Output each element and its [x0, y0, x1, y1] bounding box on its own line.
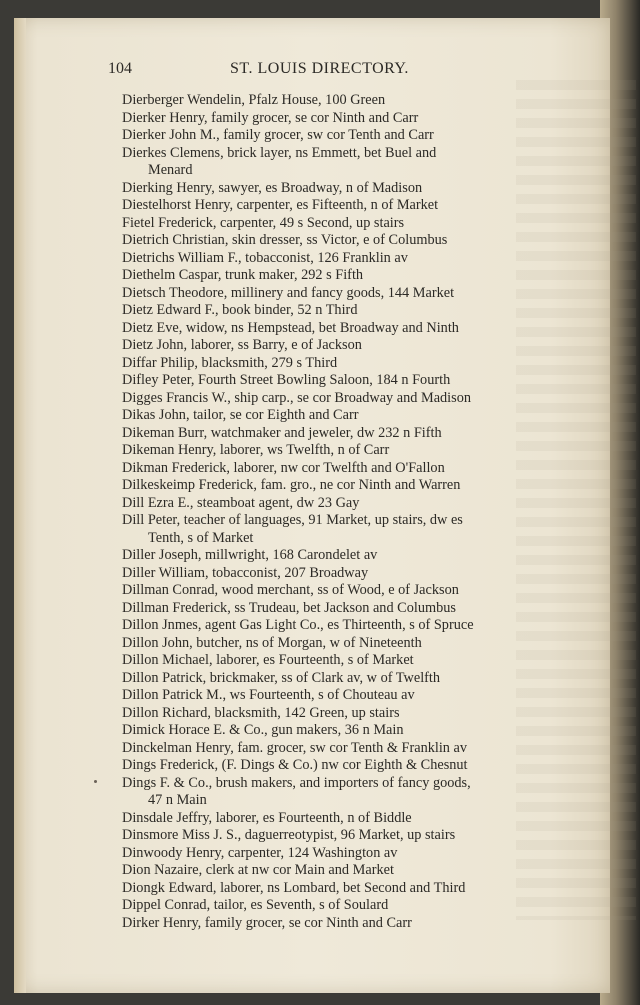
directory-entry: Dierker Henry, family grocer, se cor Ninth and Carr	[122, 109, 419, 126]
directory-entry: Dillon Jnmes, agent Gas Light Co., es Thirteenth, s of Spruce	[122, 617, 474, 633]
page-gutter	[14, 18, 26, 993]
entry-continuation: Menard	[148, 162, 193, 178]
directory-entry: Dinwoody Henry, carpenter, 124 Washington av	[122, 844, 398, 861]
directory-entry: Dillon Patrick, brickmaker, ss of Clark av, w of Twelfth	[122, 669, 441, 686]
directory-entry: Dillman Conrad, wood merchant, ss of Wood, e of Jackson	[122, 582, 459, 598]
directory-entry: Dings Frederick, (F. Dings & Co.) nw cor Eighth & Chesnut	[122, 757, 468, 773]
directory-entry: Dings F. & Co., brush makers, and importers of fancy goods,	[122, 774, 471, 791]
directory-entry: Dillman Frederick, ss Trudeau, bet Jackson and Columbus	[122, 599, 456, 616]
directory-entry: Dikeman Henry, laborer, ws Twelfth, n of Carr	[122, 442, 390, 458]
directory-entries	[122, 92, 562, 932]
directory-entry: Dierberger Wendelin, Pfalz House, 100 Green	[122, 92, 386, 108]
directory-entry: Dirker Henry, family grocer, se cor Ninth and Carr	[122, 914, 412, 931]
directory-entry: Dillon Patrick M., ws Fourteenth, s of Chouteau av	[122, 687, 415, 703]
directory-entry: Diongk Edward, laborer, ns Lombard, bet Second and Third	[122, 879, 466, 896]
directory-entry: Dillon Richard, blacksmith, 142 Green, up stairs	[122, 704, 400, 721]
directory-entry: Dietsch Theodore, millinery and fancy goods, 144 Market	[122, 284, 455, 301]
directory-entry: Dietz Edward F., book binder, 52 n Third	[122, 302, 358, 318]
directory-entry: Difley Peter, Fourth Street Bowling Saloon, 184 n Fourth	[122, 372, 451, 388]
directory-entry: Dinckelman Henry, fam. grocer, sw cor Tenth & Franklin av	[122, 739, 468, 756]
directory-entry: Dierking Henry, sawyer, es Broadway, n of Madison	[122, 179, 423, 196]
page-number: 104	[108, 60, 132, 77]
directory-entry: Dietrichs William F., tobacconist, 126 Franklin av	[122, 249, 408, 266]
directory-entry: Dillon Michael, laborer, es Fourteenth, s of Market	[122, 652, 414, 668]
directory-entry: Dietz Eve, widow, ns Hempstead, bet Broadway and Ninth	[122, 319, 459, 336]
directory-entry: Dimick Horace E. & Co., gun makers, 36 n Main	[122, 722, 404, 738]
directory-entry: Dierkes Clemens, brick layer, ns Emmett, bet Buel and	[122, 144, 437, 161]
directory-entry: Diller Joseph, millwright, 168 Carondelet av	[122, 547, 378, 563]
directory-entry: Dierker John M., family grocer, sw cor Tenth and Carr	[122, 127, 434, 143]
directory-entry: Dill Peter, teacher of languages, 91 Market, up stairs, dw es	[122, 512, 463, 528]
directory-entry: Dion Nazaire, clerk at nw cor Main and Market	[122, 862, 394, 878]
directory-entry: Dietz John, laborer, ss Barry, e of Jackson	[122, 337, 362, 353]
directory-entry: Dikman Frederick, laborer, nw cor Twelfth and O'Fallon	[122, 459, 445, 476]
directory-entry: Diffar Philip, blacksmith, 279 s Third	[122, 354, 338, 371]
directory-entry: Dippel Conrad, tailor, es Seventh, s of Soulard	[122, 897, 389, 913]
directory-entry: Fietel Frederick, carpenter, 49 s Second, up stairs	[122, 214, 405, 231]
entry-continuation: 47 n Main	[148, 792, 207, 808]
entry-continuation: Tenth, s of Market	[148, 529, 254, 546]
directory-entry: Dietrich Christian, skin dresser, ss Victor, e of Columbus	[122, 232, 448, 248]
directory-entry: Dilkeskeimp Frederick, fam. gro., ne cor Ninth and Warren	[122, 477, 461, 493]
directory-entry: Digges Francis W., ship carp., se cor Broadway and Madison	[122, 389, 472, 406]
directory-entry: Dinsmore Miss J. S., daguerreotypist, 96 Market, up stairs	[122, 827, 456, 843]
directory-entry: Diethelm Caspar, trunk maker, 292 s Fifth	[122, 267, 364, 283]
directory-entry: Dinsdale Jeffry, laborer, es Fourteenth, n of Biddle	[122, 809, 412, 826]
directory-entry: Dill Ezra E., steamboat agent, dw 23 Gay	[122, 494, 360, 511]
directory-entry: Dikeman Burr, watchmaker and jeweler, dw 232 n Fifth	[122, 424, 442, 441]
directory-entry: Dillon John, butcher, ns of Morgan, w of Nineteenth	[122, 634, 422, 651]
page-title: ST. LOUIS DIRECTORY.	[230, 60, 409, 77]
directory-entry: Diller William, tobacconist, 207 Broadway	[122, 564, 369, 581]
ink-spot	[94, 780, 97, 783]
directory-entry: Diestelhorst Henry, carpenter, es Fifteenth, n of Market	[122, 197, 439, 213]
directory-entry: Dikas John, tailor, se cor Eighth and Carr	[122, 407, 359, 423]
